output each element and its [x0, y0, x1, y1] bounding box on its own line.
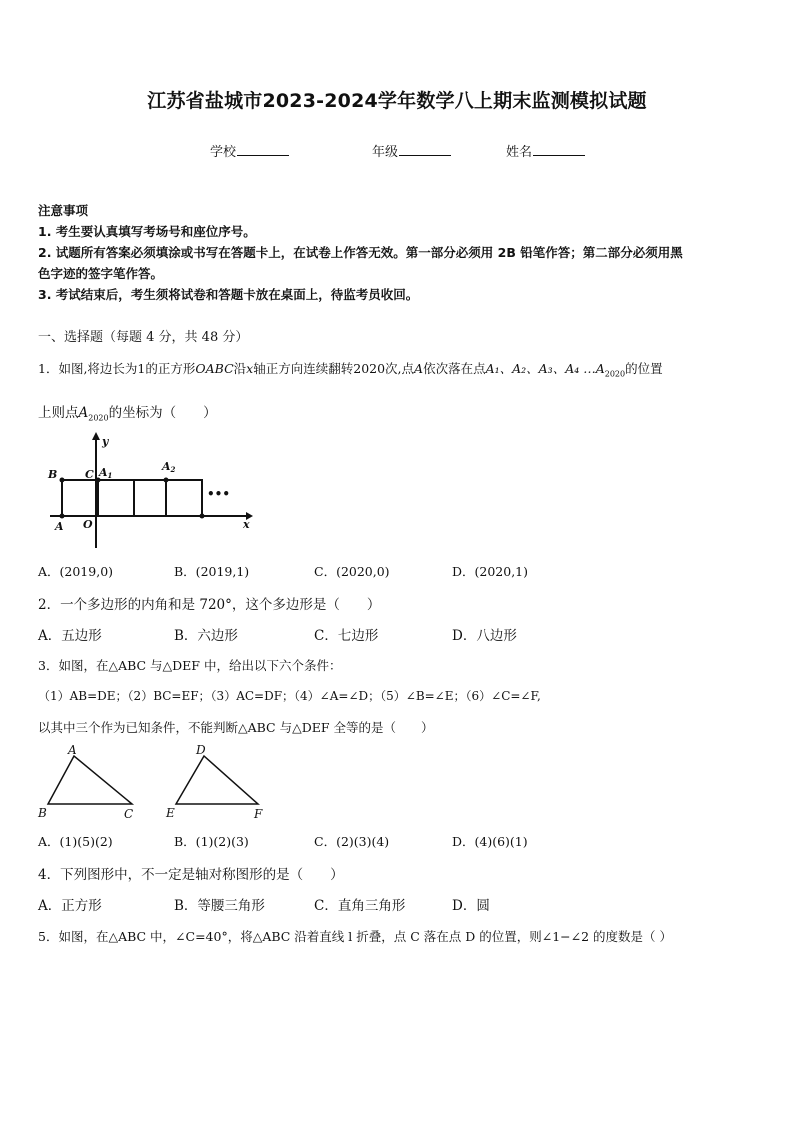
note-item: 色字迹的签字笔作答。 [38, 266, 164, 281]
q4-option-c[interactable]: C．直角三角形 [314, 898, 406, 914]
question-1-line1: 1．如图,将边长为1的正方形OABC沿x轴正方向连续翻转2020次,点A依次落在点A₁、A₂、A₃、A₄ $\dots A_{2020}$的位置 [38, 361, 663, 379]
label-D: D [196, 743, 206, 757]
label-C: C [124, 807, 134, 821]
q4-option-d[interactable]: D．圆 [452, 898, 490, 914]
notes-heading: 注意事项 [38, 203, 89, 218]
question-4: 4．下列图形中，不一定是轴对称图形的是（ ） [38, 867, 344, 883]
label-C: C [85, 468, 94, 481]
q4-option-b[interactable]: B．等腰三角形 [174, 898, 265, 914]
y-axis-arrow-icon [92, 432, 100, 440]
label-F: F [254, 807, 263, 821]
triangles-figure [36, 742, 286, 822]
q2-option-a[interactable]: A．五边形 [38, 628, 102, 644]
section-heading: 一、选择题（每题 4 分，共 48 分） [38, 330, 249, 345]
q4-option-a[interactable]: A．正方形 [38, 898, 102, 914]
label-A: A [68, 743, 77, 757]
q3-option-c[interactable]: C．(2)(3)(4) [314, 834, 390, 849]
q2-option-b[interactable]: B．六边形 [174, 628, 238, 644]
q1-option-c[interactable]: C．(2020,0) [314, 564, 390, 579]
label-A1: A1 [99, 466, 113, 480]
question-1-line2: 上则点$A_{2020}$的坐标为（ ） [38, 405, 217, 423]
y-axis-label: y [102, 435, 109, 448]
label-O: O [83, 518, 93, 531]
q1-option-d[interactable]: D．(2020,1) [452, 564, 529, 579]
q3-option-d[interactable]: D．(4)(6)(1) [452, 834, 528, 849]
square-rolling-figure [40, 430, 260, 552]
page-title: 江苏省盐城市2023-2024学年数学八上期末监测模拟试题 [147, 90, 647, 112]
note-item: 3. 考试结束后，考生须将试卷和答题卡放在桌面上，待监考员收回。 [38, 287, 419, 302]
q2-option-d[interactable]: D．八边形 [452, 628, 517, 644]
name-label: 姓名 [506, 145, 533, 160]
q3-option-b[interactable]: B．(1)(2)(3) [174, 834, 249, 849]
q3-option-a[interactable]: A．(1)(5)(2) [38, 834, 113, 849]
question-3-line1: 3．如图，在△ABC 与△DEF 中，给出以下六个条件： [38, 658, 342, 673]
question-5: 5．如图，在△ABC 中，∠C=40°，将△ABC 沿着直线 l 折叠，点 C 落在点 D 的位置，则∠1−∠2 的度数是（ ） [38, 929, 673, 944]
school-label: 学校 [210, 145, 237, 160]
question-3-line3: 以其中三个作为已知条件，不能判断△ABC 与△DEF 全等的是（ ） [38, 720, 434, 735]
note-item: 1. 考生要认真填写考场号和座位序号。 [38, 224, 256, 239]
label-B: B [38, 806, 47, 820]
label-E: E [166, 806, 175, 820]
question-2: 2．一个多边形的内角和是 720°，这个多边形是（ ） [38, 597, 381, 613]
q2-option-c[interactable]: C．七边形 [314, 628, 379, 644]
question-3-conditions: （1）AB=DE；（2）BC=EF；（3）AC=DF；（4）∠A=∠D；（5）∠B=∠E；（6）∠C=∠F, [38, 689, 541, 703]
triangle-abc [48, 756, 132, 804]
q1-option-b[interactable]: B．(2019,1) [174, 564, 250, 579]
ellipsis-dots: ••• [207, 487, 231, 501]
school-field[interactable] [210, 141, 289, 160]
label-B: B [48, 468, 58, 481]
grade-field[interactable] [372, 141, 451, 160]
grade-label: 年级 [372, 145, 399, 160]
triangle-def [176, 756, 258, 804]
label-A2: A2 [162, 460, 176, 474]
q1-option-a[interactable]: A．(2019,0) [38, 564, 114, 579]
note-item: 2. 试题所有答案必须填涂或书写在答题卡上，在试卷上作答无效。第一部分必须用 2B 铅笔作答；第二部分必须用黑 [38, 245, 683, 260]
label-A: A [55, 520, 64, 533]
name-field[interactable] [506, 141, 585, 160]
x-axis-label: x [243, 518, 250, 531]
